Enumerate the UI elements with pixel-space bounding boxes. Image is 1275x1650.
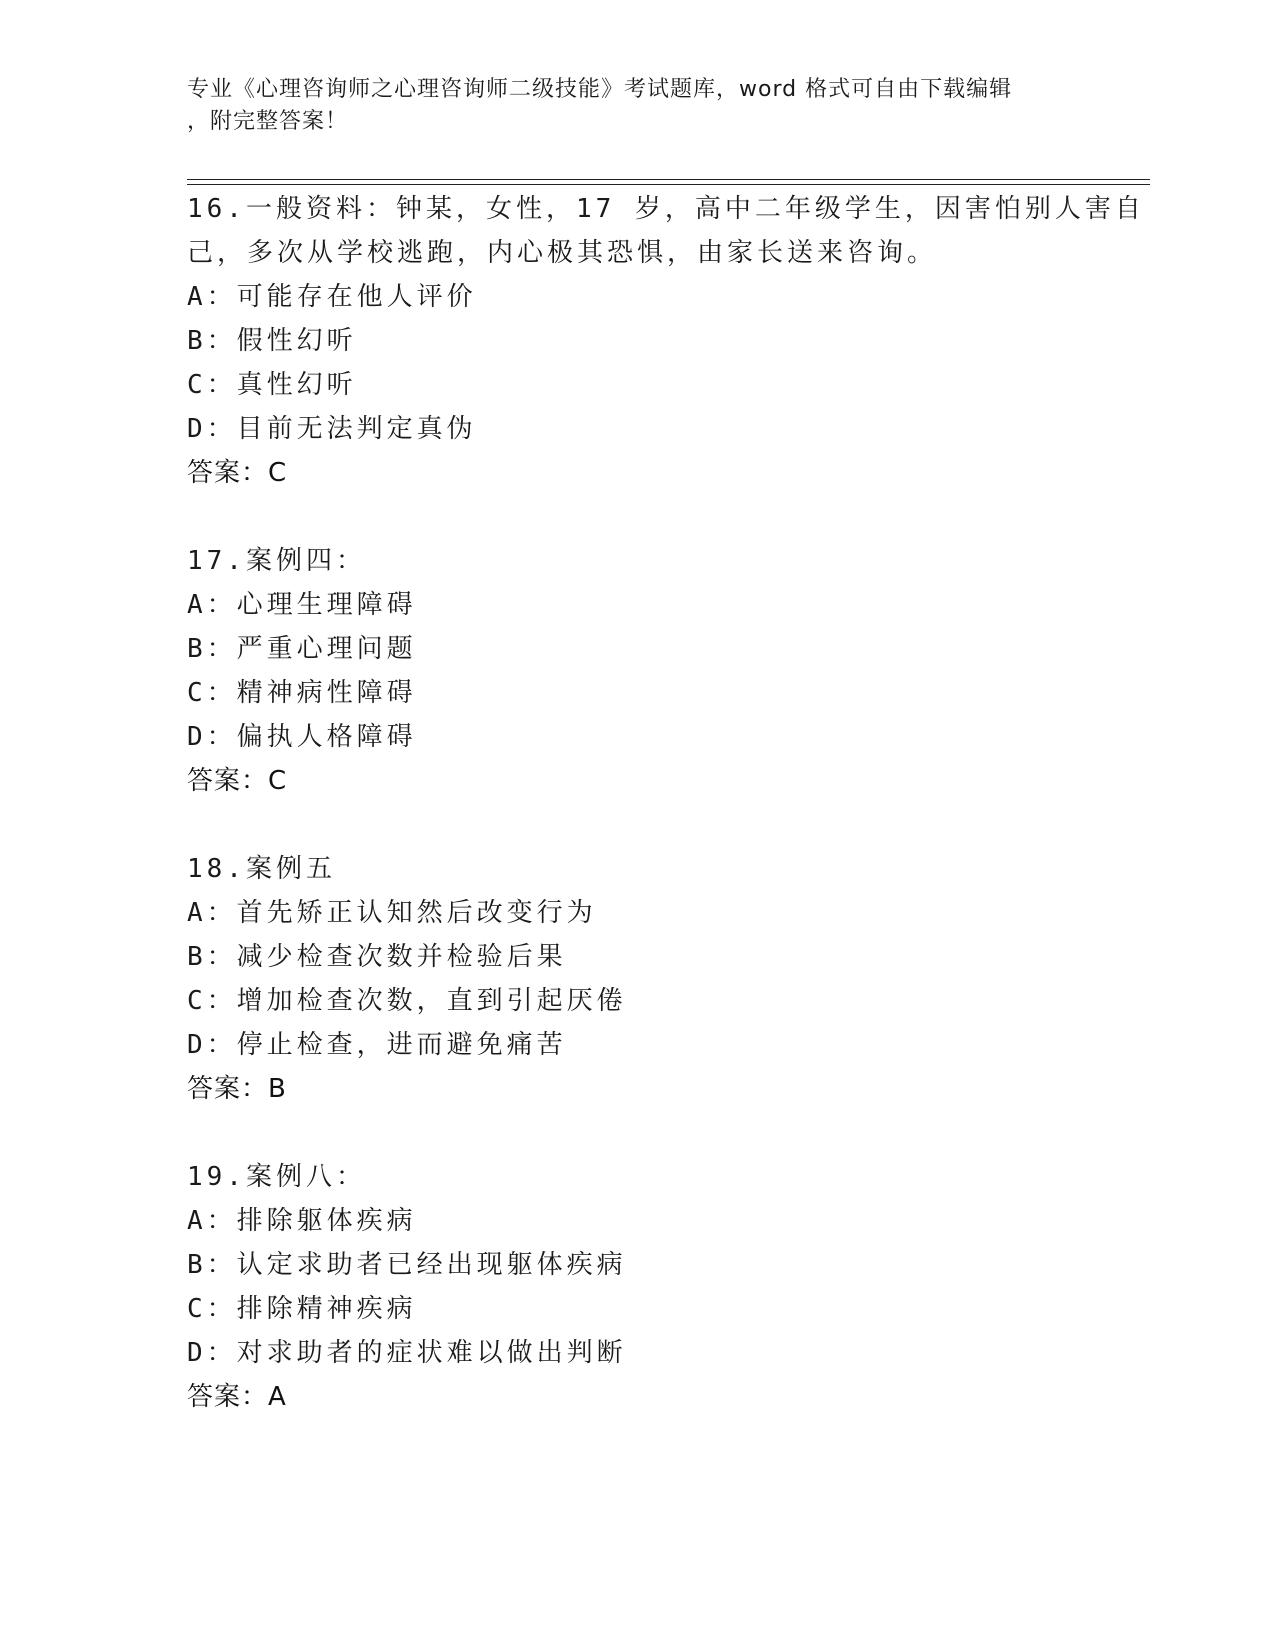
- question-16-stem-line-2: 己，多次从学校逃跑，内心极其恐惧，由家长送来咨询。: [187, 238, 938, 268]
- question-18-answer: 答案：B: [187, 1074, 287, 1104]
- question-17-stem: 17.案例四：: [187, 546, 366, 576]
- question-18-stem: 18.案例五: [187, 854, 336, 884]
- question-18-option-b: B：减少检查次数并检验后果: [187, 942, 567, 972]
- question-17-option-c: C：精神病性障碍: [187, 678, 417, 708]
- question-19-option-b: B：认定求助者已经出现躯体疾病: [187, 1250, 627, 1280]
- question-18-option-d: D：停止检查，进而避免痛苦: [187, 1030, 567, 1060]
- question-19-option-c: C：排除精神疾病: [187, 1294, 417, 1324]
- header-rule-top: [187, 179, 1150, 180]
- question-19-option-d: D：对求助者的症状难以做出判断: [187, 1338, 627, 1368]
- question-18-option-a: A：首先矫正认知然后改变行为: [187, 898, 597, 928]
- question-19-stem: 19.案例八：: [187, 1162, 366, 1192]
- question-17-option-b: B：严重心理问题: [187, 634, 417, 664]
- question-16-option-c: C：真性幻听: [187, 370, 357, 400]
- question-16-option-a: A：可能存在他人评价: [187, 282, 477, 312]
- header-line-1: 专业《心理咨询师之心理咨询师二级技能》考试题库，word 格式可自由下载编辑: [187, 77, 1013, 102]
- question-16-answer: 答案：C: [187, 458, 288, 488]
- document-header: [187, 74, 1067, 138]
- header-line-2: ，附完整答案！: [187, 109, 349, 134]
- header-rule-bottom: [187, 184, 1150, 185]
- question-17-option-d: D：偏执人格障碍: [187, 722, 417, 752]
- question-18-option-c: C：增加检查次数，直到引起厌倦: [187, 986, 627, 1016]
- question-16-stem-line-1: 16.一般资料：钟某，女性，17 岁，高中二年级学生，因害怕别人害自: [187, 194, 1145, 224]
- question-16-option-d: D：目前无法判定真伪: [187, 414, 477, 444]
- question-19-option-a: A：排除躯体疾病: [187, 1206, 417, 1236]
- question-17-answer: 答案：C: [187, 766, 288, 796]
- question-17-option-a: A：心理生理障碍: [187, 590, 417, 620]
- question-16-option-b: B：假性幻听: [187, 326, 357, 356]
- question-19-answer: 答案：A: [187, 1382, 287, 1412]
